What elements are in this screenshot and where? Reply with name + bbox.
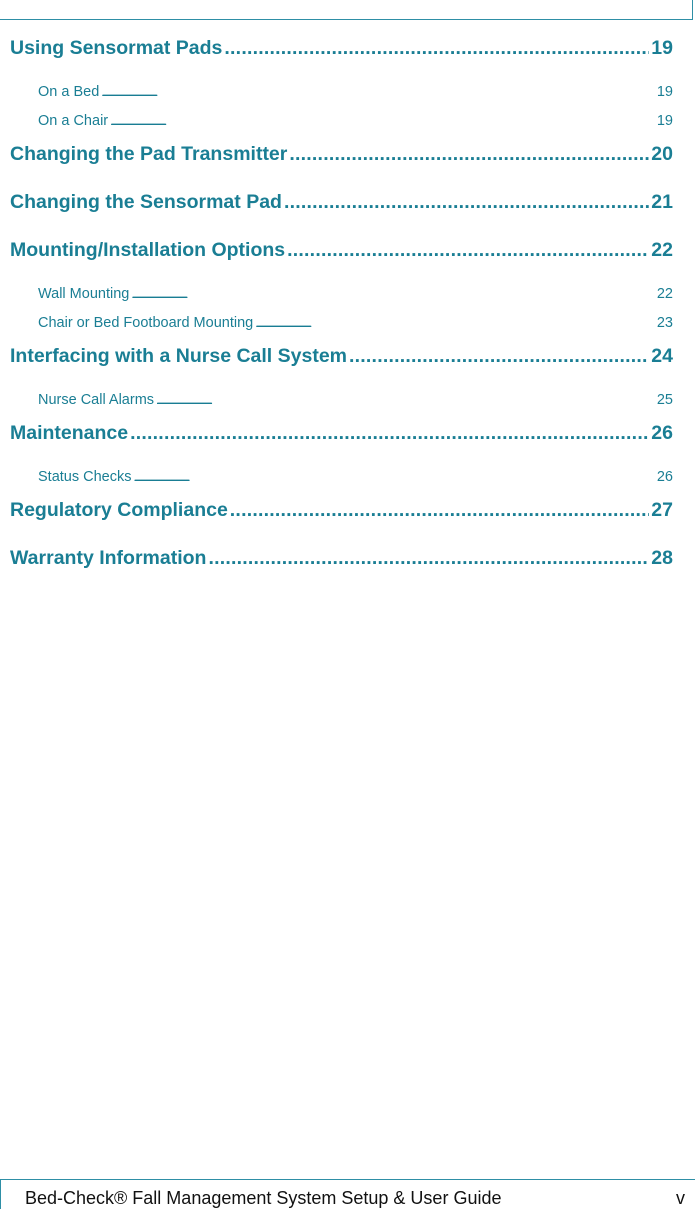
toc-entry-maintenance[interactable] — [10, 419, 673, 467]
toc-entry-page: 27 — [651, 499, 673, 521]
toc-entry-regulatory-compliance[interactable] — [10, 496, 673, 544]
dot-leader — [224, 34, 649, 62]
dot-leader — [208, 544, 649, 572]
toc-entry-on-a-bed[interactable] — [10, 82, 673, 111]
toc-entry-page: 20 — [651, 143, 673, 165]
toc-entry-title: Wall Mounting — [38, 286, 130, 302]
dot-leader — [284, 188, 649, 216]
toc-entry-page: 28 — [651, 547, 673, 569]
dot-leader — [349, 342, 649, 370]
toc-entry-title: On a Bed — [38, 84, 100, 100]
dot-leader — [156, 391, 655, 411]
toc-entry-page: 19 — [651, 37, 673, 59]
toc-entry-page: 24 — [651, 345, 673, 367]
toc-entry-status-checks[interactable] — [10, 467, 673, 496]
toc-entry-title: Changing the Sensormat Pad — [10, 191, 282, 213]
toc-entry-changing-pad-transmitter[interactable] — [10, 140, 673, 188]
page-footer — [0, 1179, 695, 1209]
toc-entry-title: Using Sensormat Pads — [10, 37, 223, 59]
toc-entry-changing-sensormat-pad[interactable] — [10, 188, 673, 236]
toc-entry-page: 19 — [656, 84, 673, 100]
toc-entry-page: 22 — [651, 239, 673, 261]
toc-entry-warranty-information[interactable] — [10, 544, 673, 592]
dot-leader — [230, 496, 650, 524]
dot-leader — [130, 419, 649, 447]
dot-leader — [287, 236, 649, 264]
toc-entry-wall-mounting[interactable] — [10, 284, 673, 313]
dot-leader — [134, 468, 655, 488]
dot-leader — [131, 285, 655, 305]
toc-entry-page: 26 — [656, 469, 673, 485]
dot-leader — [289, 140, 649, 168]
toc-entry-page: 21 — [651, 191, 673, 213]
toc-entry-page: 26 — [651, 422, 673, 444]
toc-entry-title: Interfacing with a Nurse Call System — [10, 345, 348, 367]
dot-leader — [255, 314, 655, 334]
header-rule — [0, 0, 693, 20]
toc-entry-title: Warranty Information — [10, 547, 207, 569]
table-of-contents — [10, 34, 673, 592]
toc-entry-title: Status Checks — [38, 469, 132, 485]
toc-entry-chair-bed-footboard-mounting[interactable] — [10, 313, 673, 342]
toc-entry-mounting-installation-options[interactable] — [10, 236, 673, 284]
toc-entry-title: Maintenance — [10, 422, 129, 444]
toc-entry-on-a-chair[interactable] — [10, 111, 673, 140]
toc-entry-page: 22 — [656, 286, 673, 302]
dot-leader — [110, 112, 655, 132]
toc-entry-title: Mounting/Installation Options — [10, 239, 286, 261]
toc-entry-title: Chair or Bed Footboard Mounting — [38, 315, 254, 331]
footer-document-title: Bed-Check® Fall Management System Setup & User Guide — [25, 1188, 502, 1208]
toc-entry-nurse-call-alarms[interactable] — [10, 390, 673, 419]
dot-leader — [101, 83, 655, 103]
toc-entry-title: On a Chair — [38, 113, 109, 129]
toc-entry-title: Nurse Call Alarms — [38, 392, 155, 408]
footer-page-number: v — [676, 1188, 685, 1208]
toc-entry-page: 25 — [656, 392, 673, 408]
toc-entry-title: Changing the Pad Transmitter — [10, 143, 288, 165]
toc-entry-using-sensormat-pads[interactable] — [10, 34, 673, 82]
toc-entry-page: 23 — [656, 315, 673, 331]
toc-entry-interfacing-nurse-call[interactable] — [10, 342, 673, 390]
toc-entry-page: 19 — [656, 113, 673, 129]
toc-entry-title: Regulatory Compliance — [10, 499, 228, 521]
